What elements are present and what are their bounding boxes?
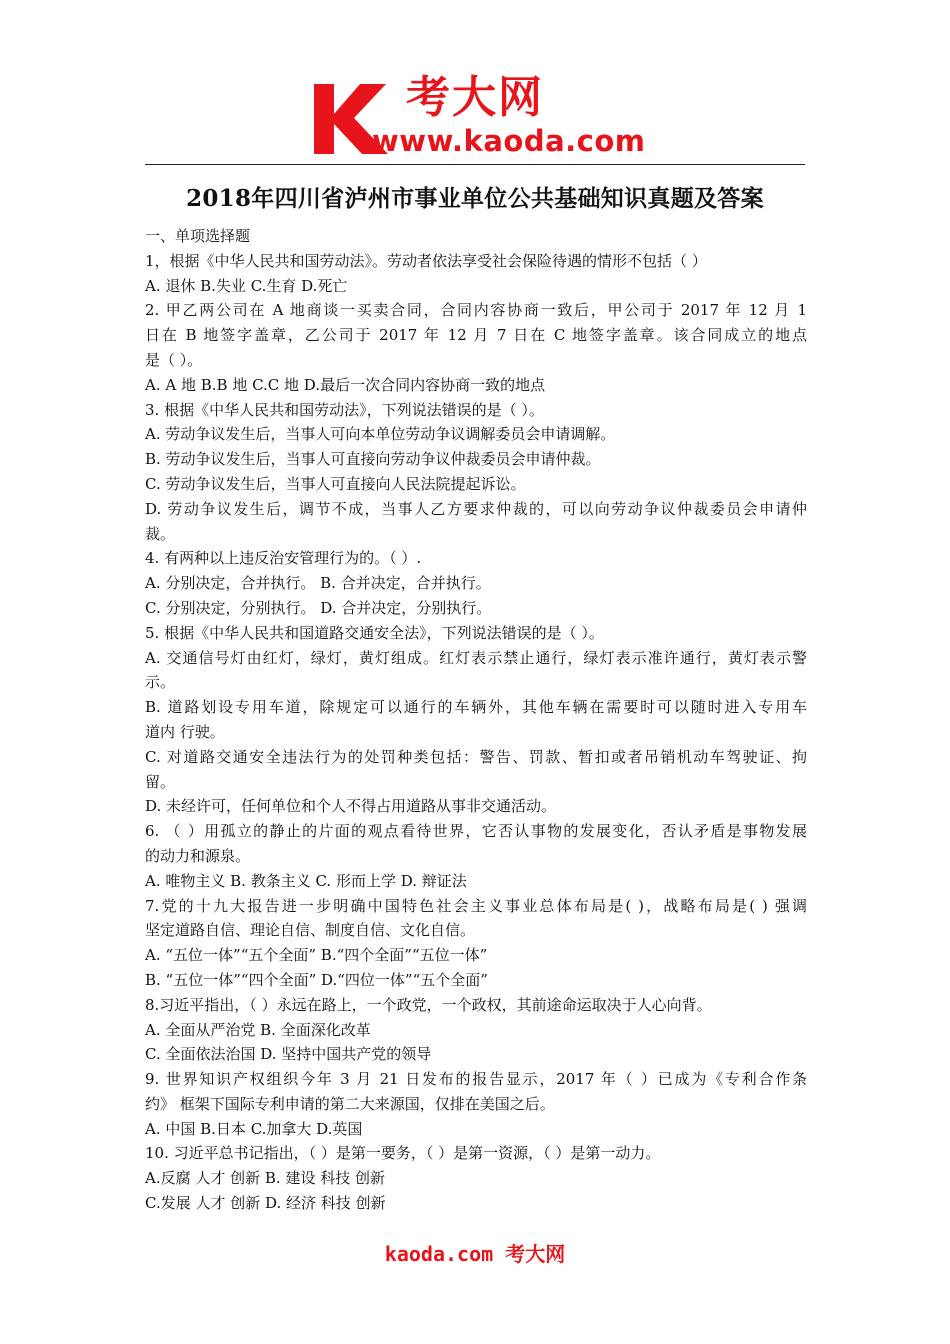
text-line: A. 交通信号灯由红灯，绿灯，黄灯组成。红灯表示禁止通行，绿灯表示准许通行，黄灯表示警 [145,648,807,667]
question-body [145,224,807,1216]
kaoda-logo [310,72,650,158]
text-line: 10. 习近平总书记指出，（ ）是第一要务，（ ）是第一资源，（ ）是第一动力。 [145,1144,661,1163]
text-line: C. 对道路交通安全违法行为的处罚种类包括：警告、罚款、暂扣或者吊销机动车驾驶证、拘 [145,747,807,766]
text-line: 留。 [145,772,176,791]
text-line: 约》 框架下国际专利申请的第二大来源国，仅排在美国之后。 [145,1094,555,1113]
text-line: 示。 [145,673,176,692]
text-line: D. 未经许可，任何单位和个人不得占用道路从事非交通活动。 [145,797,557,816]
text-line: C. 劳动争议发生后，当事人可直接向人民法院提起诉讼。 [145,474,526,493]
text-line: A. 中国 B.日本 C.加拿大 D.英国 [145,1119,363,1138]
text-line: C. 分别决定，分别执行。 D. 合并决定，分别执行。 [145,598,492,617]
text-line: B. 劳动争议发生后，当事人可直接向劳动争议仲裁委员会申请仲裁。 [145,450,601,469]
text-line: 是（ ）。 [145,350,203,369]
text-line: 一、单项选择题 [145,227,251,245]
text-line: C. 全面依法治国 D. 坚持中国共产党的领导 [145,1045,432,1064]
text-line: 的动力和源泉。 [145,846,251,865]
text-line: 9. 世界知识产权组织今年 3 月 21 日发布的报告显示，2017 年（ ）已成为《专利合作条 [145,1070,807,1089]
text-line: A. 全面从严治党 B. 全面深化改革 [145,1020,371,1039]
text-line: 8.习近平指出，（ ）永远在路上，一个政党，一个政权，其前途命运取决于人心向背。 [145,995,712,1014]
text-line: D. 劳动争议发生后，调节不成，当事人乙方要求仲裁的，可以向劳动争议仲裁委员会申请仲 [145,499,807,518]
text-line: 5. 根据《中华人民共和国道路交通安全法》，下列说法错误的是（ ）。 [145,623,604,642]
text-line: A. 唯物主义 B. 教条主义 C. 形而上学 D. 辩证法 [145,871,467,890]
text-line: B. “五位一体”“四个全面” D.“四位一体”“五个全面” [145,970,488,989]
text-line: 7.党的十九大报告进一步明确中国特色社会主义事业总体布局是( )，战略布局是( ) 强调 [145,896,807,915]
text-line: 道内 行驶。 [145,722,225,741]
text-line: 4. 有两种以上违反治安管理行为的。（ ）. [145,549,422,568]
document-title: 2018年四川省泸州市事业单位公共基础知识真题及答案 [186,185,764,212]
logo-chinese-text: 考大网 [406,72,544,123]
text-line: 6. （ ）用孤立的静止的片面的观点看待世界，它否认事物的发展变化，否认矛盾是事物发展 [145,822,807,841]
text-line: A.反腐 人才 创新 B. 建设 科技 创新 [145,1169,386,1188]
text-line: 3. 根据《中华人民共和国劳动法》，下列说法错误的是（ ）。 [145,400,544,419]
text-line: A. A 地 B.B 地 C.C 地 D.最后一次合同内容协商一致的地点 [145,375,546,394]
footer-watermark: kaoda.com 考大网 [384,1242,566,1266]
text-line: 2. 甲乙两公司在 A 地商谈一买卖合同，合同内容协商一致后，甲公司于 2017 年 12 月 1 [145,301,807,320]
text-line: A. “五位一体”“五个全面” B.“四个全面”“五位一体” [145,946,488,965]
text-line: 坚定道路自信、理论自信、制度自信、文化自信。 [145,921,476,940]
text-line: A. 劳动争议发生后，当事人可向本单位劳动争议调解委员会申请调解。 [145,425,616,444]
header-divider [145,164,805,165]
text-line: A. 退休 B.失业 C.生育 D.死亡 [145,276,348,295]
text-line: B. 道路划设专用车道，除规定可以通行的车辆外，其他车辆在需要时可以随时进入专用车 [145,698,807,717]
text-line: A. 分别决定，合并执行。 B. 合并决定，合并执行。 [145,574,491,593]
text-line: 日在 B 地签字盖章，乙公司于 2017 年 12 月 7 日在 C 地签字盖章。该合同成立的地点 [145,326,807,345]
text-line: C.发展 人才 创新 D. 经济 科技 创新 [145,1194,386,1213]
text-line: 裁。 [145,524,176,543]
text-line: 1，根据《中华人民共和国劳动法》。劳动者依法享受社会保险待遇的情形不包括（ ） [145,251,707,270]
logo-url-text: www.kaoda.com [372,124,646,158]
